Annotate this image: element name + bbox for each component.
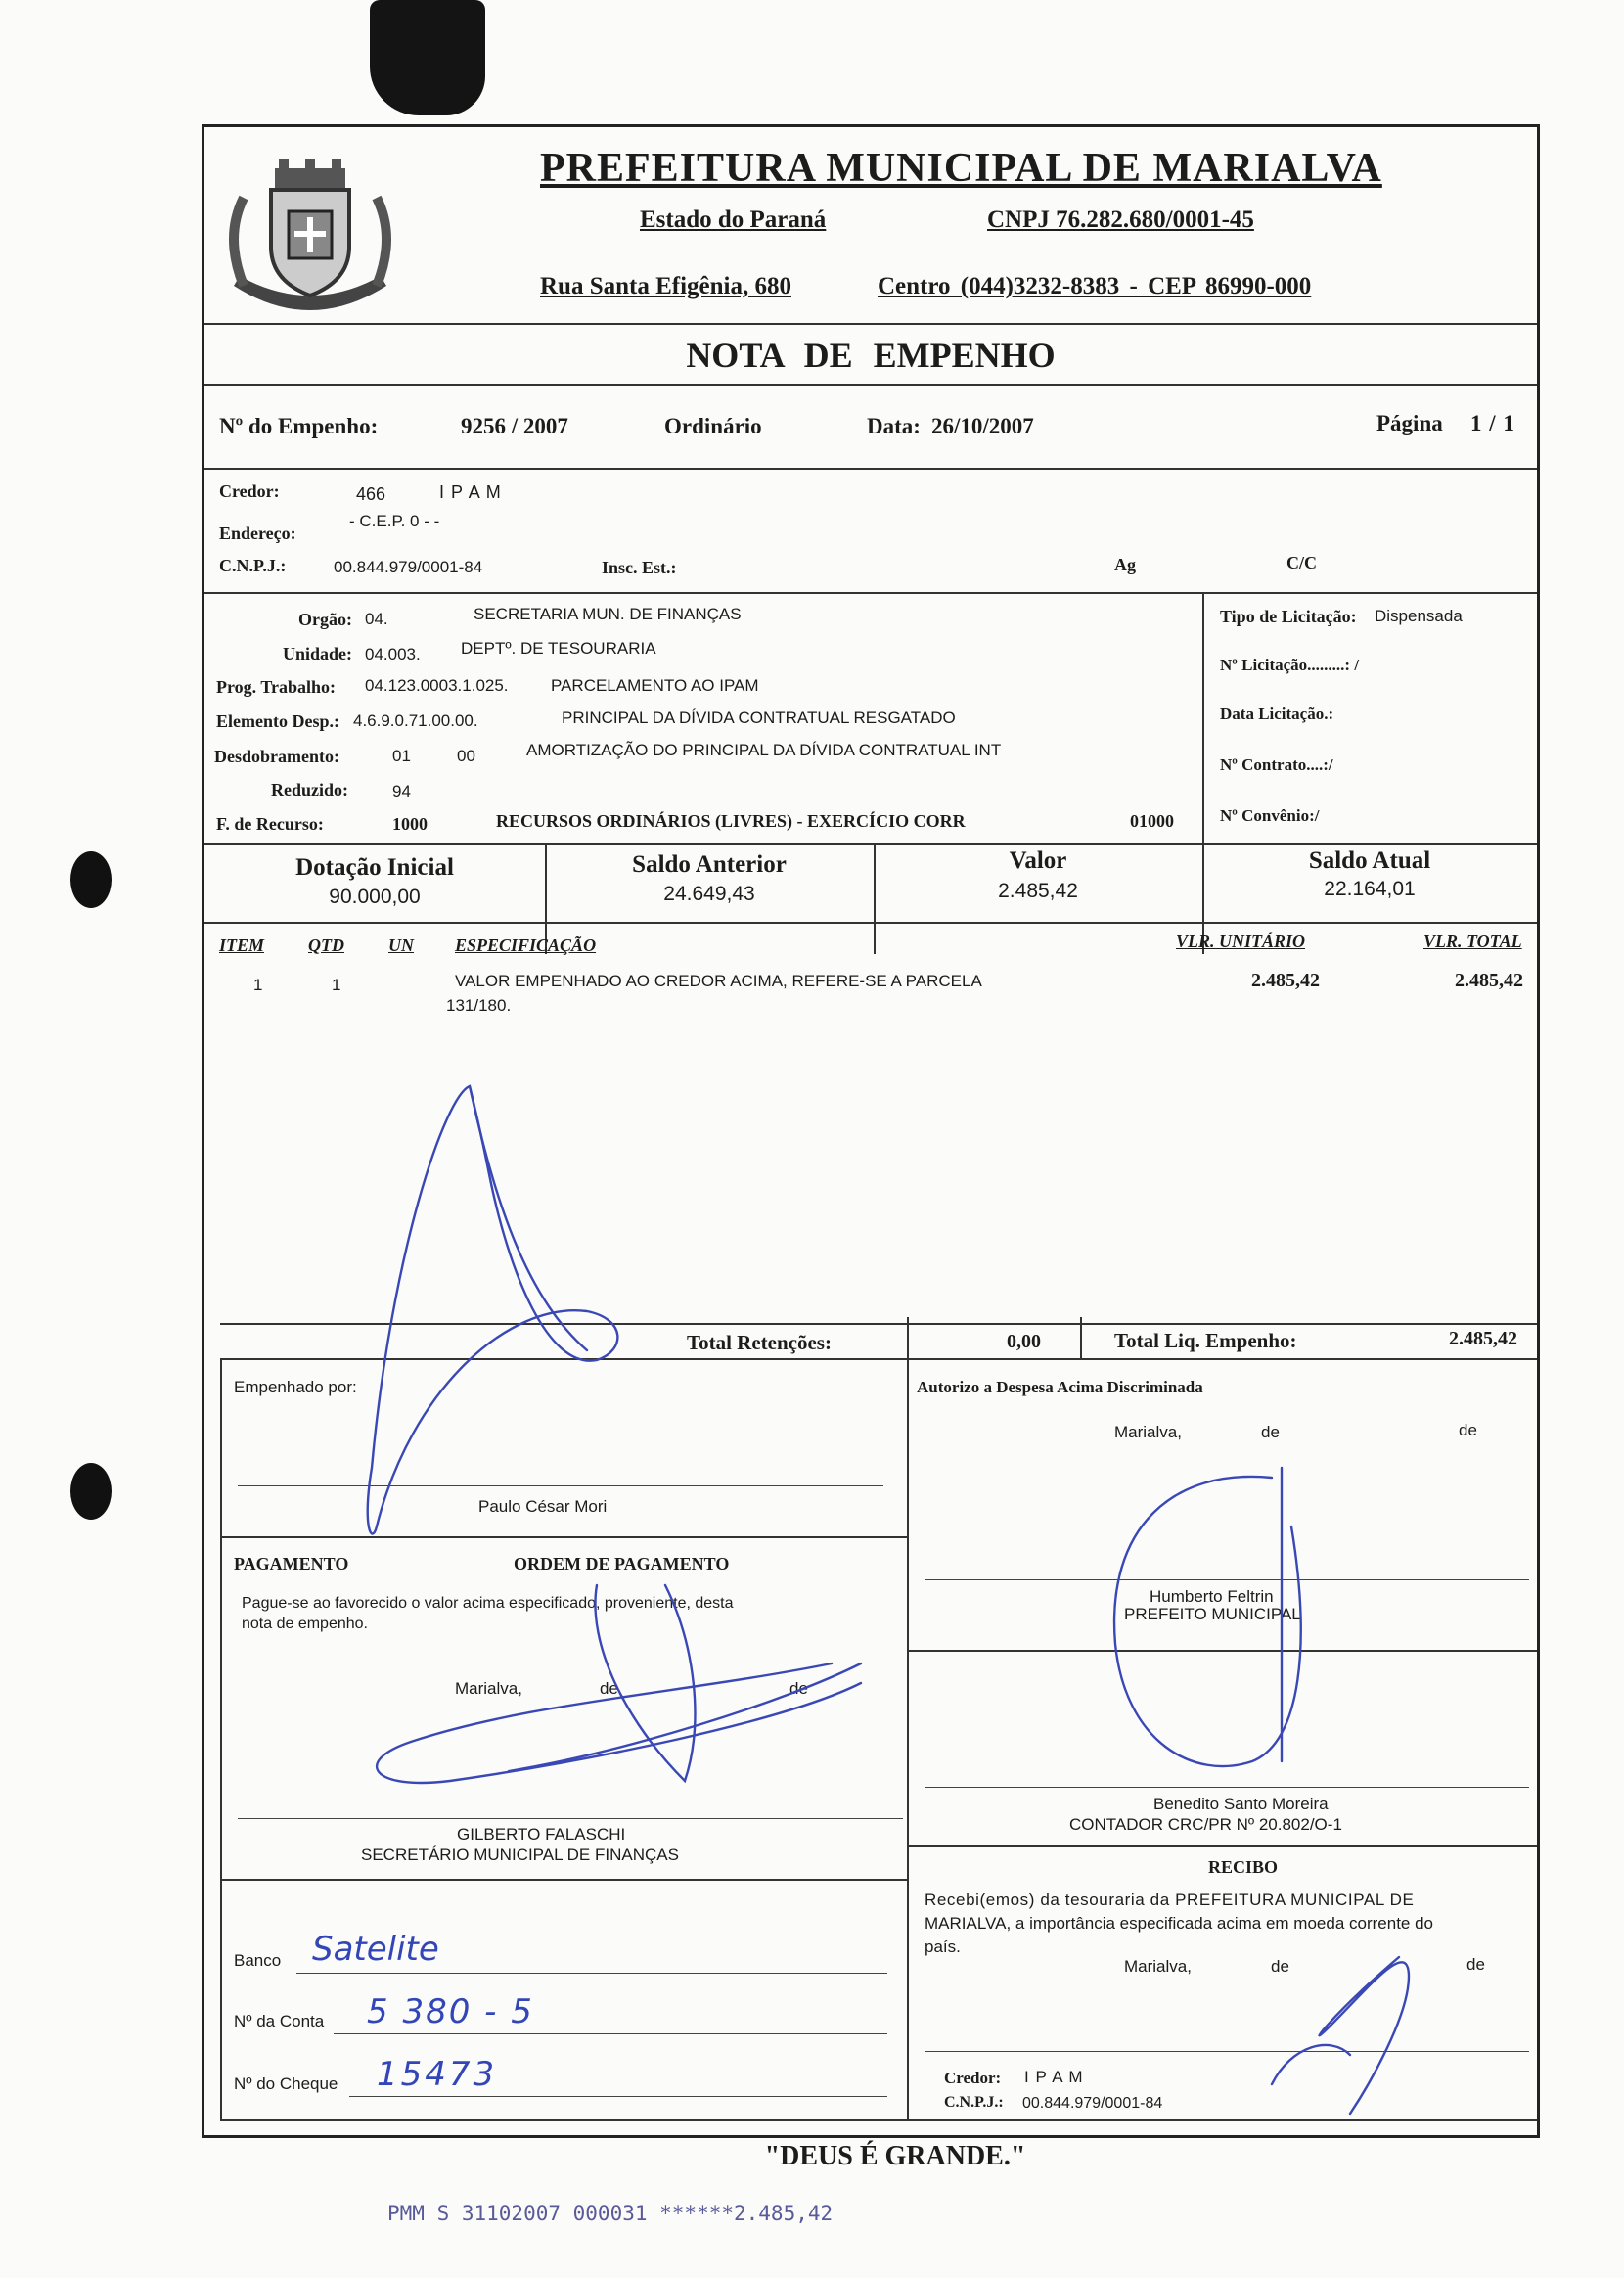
numero-licitacao: Nº Licitação.........: / — [1220, 656, 1360, 674]
page-number: 1 / 1 — [1470, 411, 1514, 435]
empenho-number-label: Nº do Empenho: — [219, 414, 379, 438]
desdobramento-v2: 00 — [457, 747, 475, 765]
pagamento-city: Marialva, — [455, 1679, 522, 1698]
orgao-label: Orgão: — [298, 610, 352, 629]
secretario-name: GILBERTO FALASCHI — [457, 1825, 626, 1844]
secretario-title: SECRETÁRIO MUNICIPAL DE FINANÇAS — [361, 1845, 679, 1864]
item-unit-price: 2.485,42 — [1251, 970, 1320, 991]
total-liquido-label: Total Liq. Empenho: — [1114, 1329, 1297, 1352]
motto: "DEUS É GRANDE." — [764, 2141, 1026, 2171]
recibo-credor-value: I P A M — [1024, 2068, 1084, 2086]
reduzido-value: 94 — [392, 782, 411, 800]
empenho-date: 26/10/2007 — [931, 414, 1034, 438]
col-vlr-unitario: VLR. UNITÁRIO — [1176, 932, 1306, 951]
valor-label: Valor — [1009, 847, 1067, 874]
ordem-pagamento-heading: ORDEM DE PAGAMENTO — [514, 1554, 730, 1573]
recibo-de2: de — [1466, 1955, 1485, 1974]
fonte-recurso-label: F. de Recurso: — [216, 814, 324, 834]
numero-contrato: Nº Contrato....:/ — [1220, 755, 1333, 774]
dotacao-inicial-value: 90.000,00 — [329, 886, 421, 908]
numero-convenio: Nº Convênio:/ — [1220, 806, 1320, 825]
col-qtd: QTD — [308, 935, 344, 955]
recibo-text-line3: país. — [925, 1937, 961, 1956]
fonte-recurso-desc: RECURSOS ORDINÁRIOS (LIVRES) - EXERCÍCIO CORR — [496, 811, 966, 831]
org-contact: Centro (044)3232-8383 - CEP 86990-000 — [878, 273, 1312, 299]
total-retencoes-label: Total Retenções: — [687, 1331, 832, 1354]
total-retencoes-value: 0,00 — [1007, 1331, 1041, 1352]
pagamento-de2: de — [789, 1679, 808, 1698]
conta-corrente-label: C/C — [1286, 553, 1317, 572]
pague-se-text-line2: nota de empenho. — [242, 1616, 368, 1632]
tipo-licitacao-label: Tipo de Licitação: — [1220, 607, 1357, 626]
unidade-label: Unidade: — [283, 644, 353, 663]
banco-value: Satelite — [312, 1930, 439, 1969]
page-label: Página — [1376, 411, 1443, 435]
empenho-date-label: Data: — [867, 414, 921, 438]
desdobramento-v1: 01 — [392, 747, 411, 765]
autorizo-de1: de — [1261, 1423, 1280, 1441]
col-vlr-total: VLR. TOTAL — [1423, 932, 1522, 951]
tipo-licitacao-value: Dispensada — [1375, 607, 1463, 625]
autorizo-heading: Autorizo a Despesa Acima Discriminada — [917, 1378, 1203, 1396]
item-desc-line1: VALOR EMPENHADO AO CREDOR ACIMA, REFERE-SE A PARCELA — [455, 972, 982, 990]
cheque-label: Nº do Cheque — [234, 2074, 338, 2093]
saldo-atual-value: 22.164,01 — [1324, 878, 1416, 900]
col-un: UN — [388, 935, 414, 955]
item-qtd: 1 — [332, 976, 341, 994]
prog-trabalho-value: 04.123.0003.1.025. — [365, 676, 509, 695]
banco-label: Banco — [234, 1951, 282, 1970]
empenhado-por-name: Paulo César Mori — [478, 1497, 608, 1516]
orgao-desc: SECRETARIA MUN. DE FINANÇAS — [474, 605, 742, 623]
empenhado-por-label: Empenhado por: — [234, 1378, 357, 1396]
state-name: Estado do Paraná — [640, 206, 827, 233]
desdobramento-desc: AMORTIZAÇÃO DO PRINCIPAL DA DÍVIDA CONTRATUAL INT — [526, 741, 1002, 759]
org-address: Rua Santa Efigênia, 680 — [540, 273, 791, 299]
col-especificacao: ESPECIFICAÇÃO — [455, 935, 597, 955]
credor-label: Credor: — [219, 481, 280, 501]
saldo-atual-label: Saldo Atual — [1308, 847, 1431, 874]
desdobramento-label: Desdobramento: — [214, 747, 339, 766]
prog-trabalho-desc: PARCELAMENTO AO IPAM — [551, 676, 759, 695]
endereco-value: - C.E.P. 0 - - — [349, 512, 440, 530]
empenho-number: 9256 / 2007 — [461, 414, 568, 438]
insc-est-label: Insc. Est.: — [602, 558, 677, 577]
empenho-type: Ordinário — [664, 414, 762, 438]
credor-cnpj-label: C.N.P.J.: — [219, 556, 287, 575]
fonte-recurso-value: 1000 — [392, 814, 428, 834]
prog-trabalho-label: Prog. Trabalho: — [216, 677, 337, 697]
pagamento-de1: de — [600, 1679, 618, 1698]
contador-title: CONTADOR CRC/PR Nº 20.802/O-1 — [1069, 1815, 1342, 1834]
item-desc-line2: 131/180. — [446, 996, 512, 1015]
prefeito-name: Humberto Feltrin — [1150, 1587, 1274, 1606]
credor-name: I P A M — [439, 482, 502, 502]
credor-cnpj: 00.844.979/0001-84 — [334, 558, 483, 576]
elemento-label: Elemento Desp.: — [216, 711, 339, 731]
contador-name: Benedito Santo Moreira — [1153, 1795, 1329, 1813]
autorizo-city: Marialva, — [1114, 1423, 1182, 1441]
col-item: ITEM — [219, 935, 265, 955]
conta-label: Nº da Conta — [234, 2012, 325, 2030]
org-cnpj: CNPJ 76.282.680/0001-45 — [987, 206, 1254, 233]
unidade-desc: DEPTº. DE TESOURARIA — [461, 639, 656, 658]
recibo-de1: de — [1271, 1957, 1289, 1976]
recibo-cnpj-value: 00.844.979/0001-84 — [1022, 2095, 1163, 2112]
orgao-value: 04. — [365, 610, 388, 628]
agencia-label: Ag — [1114, 555, 1136, 574]
cheque-value: 15473 — [377, 2055, 498, 2094]
elemento-value: 4.6.9.0.71.00.00. — [353, 711, 478, 730]
autorizo-de2: de — [1459, 1421, 1477, 1439]
recibo-text-line1: Recebi(emos) da tesouraria da PREFEITURA MUNICIPAL DE — [925, 1891, 1415, 1909]
item-number: 1 — [253, 976, 263, 994]
fonte-recurso-code: 01000 — [1130, 811, 1174, 831]
dotacao-inicial-label: Dotação Inicial — [295, 854, 454, 881]
unidade-value: 04.003. — [365, 645, 421, 663]
recibo-credor-label: Credor: — [944, 2069, 1002, 2087]
credor-code: 466 — [356, 484, 386, 504]
elemento-desc: PRINCIPAL DA DÍVIDA CONTRATUAL RESGATADO — [562, 708, 956, 727]
endereco-label: Endereço: — [219, 524, 296, 543]
saldo-anterior-label: Saldo Anterior — [632, 851, 787, 878]
total-liquido-value: 2.485,42 — [1449, 1328, 1517, 1349]
reduzido-label: Reduzido: — [271, 780, 349, 799]
data-licitacao: Data Licitação.: — [1220, 705, 1334, 723]
org-title: PREFEITURA MUNICIPAL DE MARIALVA — [540, 146, 1382, 191]
document-title: NOTA DE EMPENHO — [686, 336, 1056, 375]
pagamento-heading: PAGAMENTO — [234, 1554, 349, 1573]
pague-se-text-line1: Pague-se ao favorecido o valor acima especificado, proveniente, desta — [242, 1595, 734, 1612]
mechanical-stamp: PMM S 31102007 000031 ******2.485,42 — [387, 2202, 834, 2225]
valor-value: 2.485,42 — [998, 880, 1078, 902]
recibo-city: Marialva, — [1124, 1957, 1192, 1976]
recibo-heading: RECIBO — [1208, 1857, 1279, 1877]
saldo-anterior-value: 24.649,43 — [663, 883, 755, 905]
recibo-cnpj-label: C.N.P.J.: — [944, 2094, 1004, 2111]
item-total: 2.485,42 — [1455, 970, 1523, 991]
conta-value: 5 380 - 5 — [367, 1992, 534, 2031]
recibo-text-line2: MARIALVA, a importância especificada acima em moeda corrente do — [925, 1914, 1434, 1933]
prefeito-title: PREFEITO MUNICIPAL — [1124, 1605, 1301, 1623]
